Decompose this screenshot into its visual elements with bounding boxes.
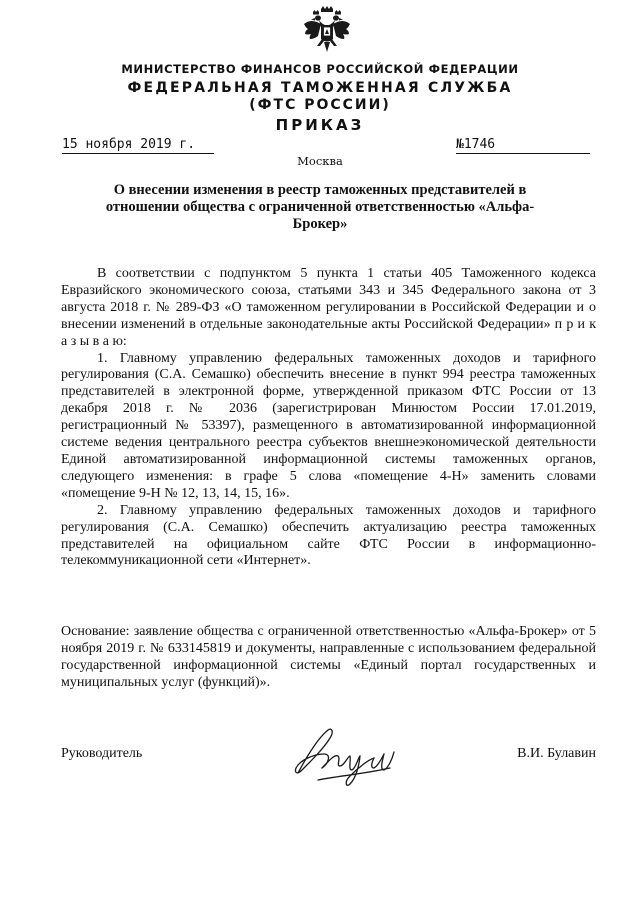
service-name: ФЕДЕРАЛЬНАЯ ТАМОЖЕННАЯ СЛУЖБА: [127, 80, 513, 96]
ministry-name: МИНИСТЕРСТВО ФИНАНСОВ РОССИЙСКОЙ ФЕДЕРАЦИИ: [121, 62, 519, 76]
state-emblem-icon: [302, 6, 352, 58]
signatory-position: Руководитель: [61, 746, 143, 761]
signatory-name: В.И. Булавин: [517, 746, 596, 761]
clause-2-paragraph: 2. Главному управлению федеральных таможенных доходов и тарифного регулирования (С.А. Семашко) обеспечить актуализацию реестра таможенных представителей на официальном сайте ФТС России в информационно-телекоммуникационной сети «Интернет».: [61, 502, 596, 569]
city: Москва: [297, 154, 343, 168]
basis-paragraph: Основание: заявление общества с ограниченной ответственностью «Альфа-Брокер» от 5 ноября 2019 г. № 633145819 и документы, направленные с использованием федеральной государственной информационной системы «Единый портал государственных и муниципальных услуг (функций)».: [61, 624, 596, 690]
order-body: [61, 266, 596, 570]
service-abbreviation: (ФТС РОССИИ): [249, 97, 391, 113]
order-date: 15 ноября 2019 г.: [62, 137, 214, 154]
order-title: О внесении изменения в реестр таможенных представителей в отношении общества с ограниченной ответственностью «Альфа-Брокер»: [105, 182, 535, 232]
clause-1-paragraph: 1. Главному управлению федеральных таможенных доходов и тарифного регулирования (С.А. Семашко) обеспечить внесение в пункт 994 реестра таможенных представителей в электронной форме, утвержденной приказом ФТС России от 13 декабря 2018 г. № 2036 (зарегистрирован Минюстом России 17.01.2019, регистрационный № 53397), размещенного в автоматизированной информационной системе ведения центрального реестра субъектов внешнеэкономической деятельности Единой автоматизированной информационной системы таможенных органов, следующего изменения: в графе 5 слова «помещение 4-Н» заменить словами «помещение 9-Н № 12, 13, 14, 15, 16».: [61, 350, 596, 501]
signature-image: [288, 718, 398, 790]
preamble-paragraph: В соответствии с подпунктом 5 пункта 1 статьи 405 Таможенного кодекса Евразийского экономического союза, статьями 343 и 345 Федерального закона от 3 августа 2018 г. № 289-ФЗ «О таможенном регулировании в Российской Федерации и о внесении изменений в отдельные законодательные акты Российской Федерации» п р и к а з ы в а ю:: [61, 266, 596, 349]
order-number: №1746: [456, 137, 590, 154]
document-type: ПРИКАЗ: [275, 116, 365, 134]
